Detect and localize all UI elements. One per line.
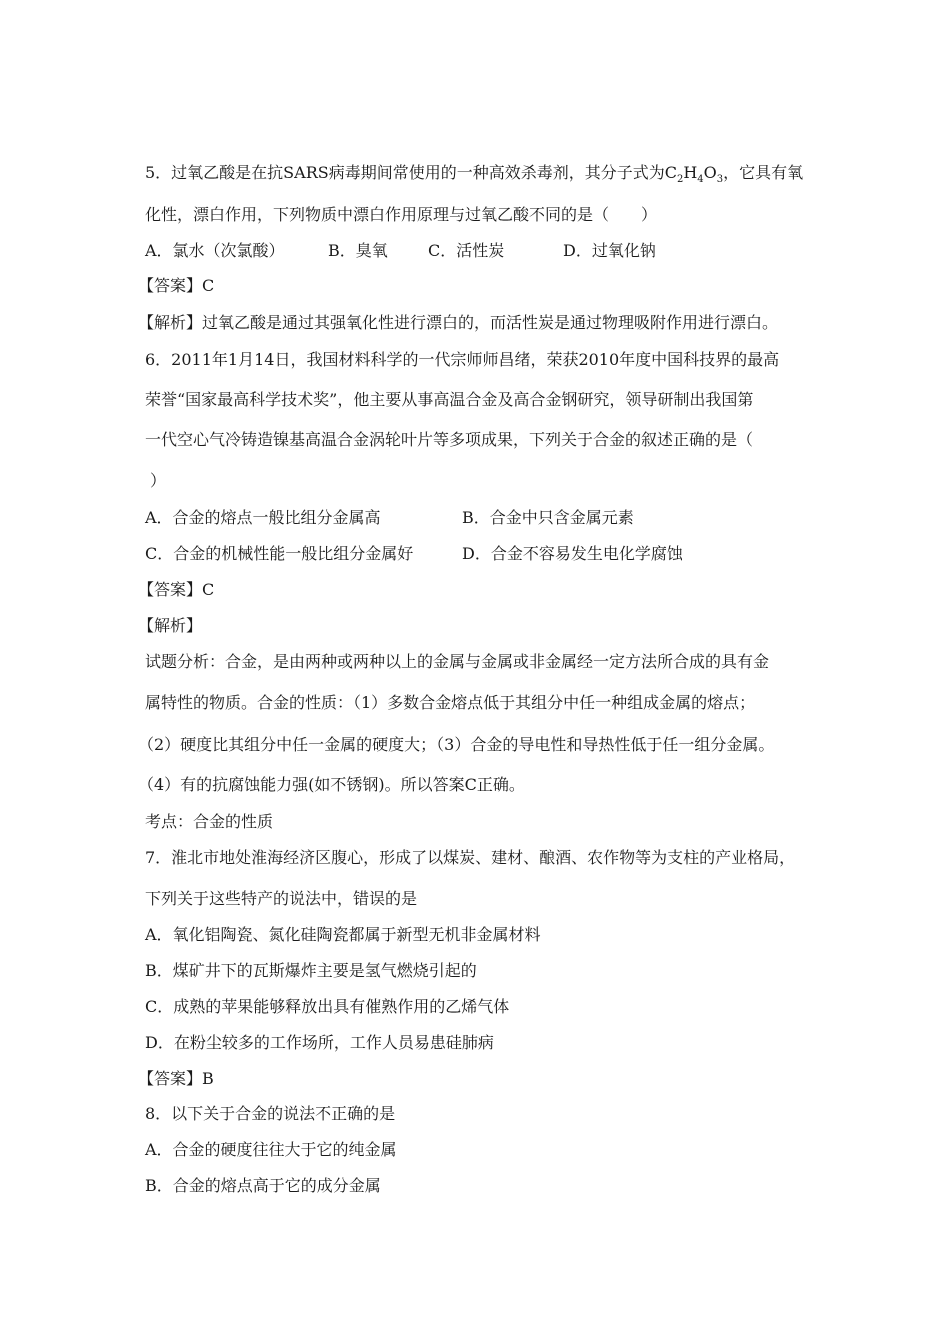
q6-option-a: A．合金的熔点一般比组分金属高 bbox=[145, 508, 381, 527]
q7-option-c: C．成熟的苹果能够释放出具有催熟作用的乙烯气体 bbox=[145, 997, 510, 1016]
formula-element: O bbox=[703, 163, 717, 182]
q6-analysis-line: （4）有的抗腐蚀能力强(如不锈钢)。所以答案C正确。 bbox=[138, 775, 525, 794]
q6-option-d: D．合金不容易发生电化学腐蚀 bbox=[462, 544, 683, 563]
q6-analysis-line: 属特性的物质。合金的性质：（1）多数合金熔点低于其组分中任一种组成金属的熔点； bbox=[145, 693, 756, 712]
q8-option-b: B．合金的熔点高于它的成分金属 bbox=[145, 1176, 381, 1195]
q6-stem-line4: ） bbox=[150, 471, 167, 490]
q6-answer: 【答案】C bbox=[138, 580, 215, 599]
q6-stem-line2: 荣誉“国家最高科学技术奖”，他主要从事高温合金及高合金钢研究，领导研制出我国第 bbox=[145, 390, 754, 409]
q7-stem-line2: 下列关于这些特产的说法中，错误的是 bbox=[145, 889, 418, 908]
q7-option-b: B．煤矿井下的瓦斯爆炸主要是氢气燃烧引起的 bbox=[145, 961, 477, 980]
q6-option-b: B．合金中只含金属元素 bbox=[462, 508, 634, 527]
q7-stem-line1: 7．淮北市地处淮海经济区腹心，形成了以煤炭、建材、酿酒、农作物等为支柱的产业格局， bbox=[145, 848, 796, 867]
q6-analysis-line: 试题分析：合金，是由两种或两种以上的金属与金属或非金属经一定方法所合成的具有金 bbox=[145, 652, 770, 671]
q6-kaodian: 考点：合金的性质 bbox=[145, 812, 274, 831]
q5-stem-line1 bbox=[145, 163, 804, 186]
q7-answer: 【答案】B bbox=[138, 1069, 214, 1088]
q8-option-a: A．合金的硬度往往大于它的纯金属 bbox=[145, 1140, 397, 1159]
formula-subscript: 2 bbox=[676, 174, 684, 186]
q5-stem-text-end: ，它具有氧 bbox=[723, 163, 804, 182]
q5-stem-text: 5．过氧乙酸是在抗SARS病毒期间常使用的一种高效杀毒剂，其分子式为C bbox=[145, 163, 677, 182]
q7-option-a: A．氧化铝陶瓷、氮化硅陶瓷都属于新型无机非金属材料 bbox=[145, 925, 541, 944]
q6-stem-line3: 一代空心气冷铸造镍基高温合金涡轮叶片等多项成果，下列关于合金的叙述正确的是（ bbox=[145, 430, 754, 449]
q5-option-b: B．臭氧 bbox=[328, 241, 388, 260]
q5-stem-line2: 化性，漂白作用，下列物质中漂白作用原理与过氧乙酸不同的是（ ） bbox=[145, 205, 658, 224]
q8-stem: 8．以下关于合金的说法不正确的是 bbox=[145, 1104, 396, 1123]
q6-analysis-line: （2）硬度比其组分中任一金属的硬度大；（3）合金的导电性和导热性低于任一组分金属。 bbox=[138, 735, 775, 754]
formula-element: H bbox=[683, 163, 698, 182]
q7-option-d: D．在粉尘较多的工作场所，工作人员易患硅肺病 bbox=[145, 1033, 494, 1052]
q5-option-c: C．活性炭 bbox=[428, 241, 505, 260]
formula-subscript: 3 bbox=[716, 174, 724, 186]
q5-option-d: D．过氧化钠 bbox=[563, 241, 656, 260]
q5-analysis: 【解析】过氧乙酸是通过其强氧化性进行漂白的，而活性炭是通过物理吸附作用进行漂白。 bbox=[138, 313, 779, 332]
q5-answer: 【答案】C bbox=[138, 276, 215, 295]
q6-stem-line1: 6．2011年1月14日，我国材料科学的一代宗师师昌绪，荣获2010年度中国科技界的最高 bbox=[145, 350, 780, 369]
q6-analysis-title: 【解析】 bbox=[138, 616, 203, 635]
q6-option-c: C．合金的机械性能一般比组分金属好 bbox=[145, 544, 414, 563]
q5-option-a: A．氯水（次氯酸） bbox=[145, 241, 285, 260]
formula-subscript: 4 bbox=[697, 174, 704, 186]
